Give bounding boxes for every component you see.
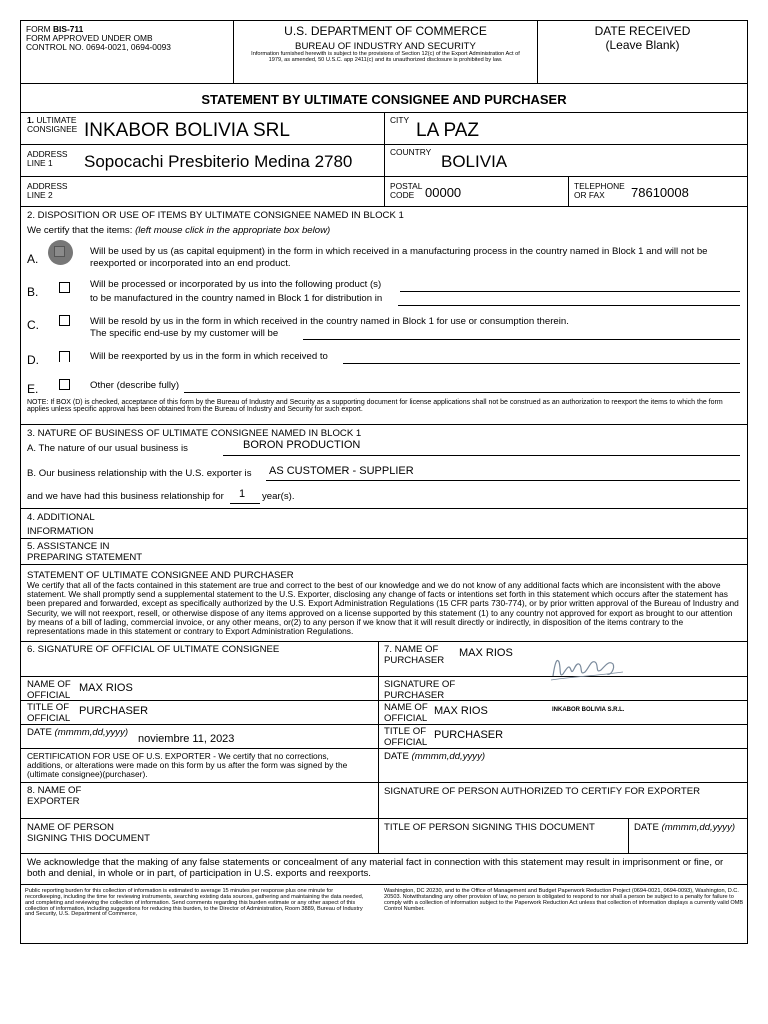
exporter-signature-label: SIGNATURE OF PERSON AUTHORIZED TO CERTIFY FOR EXPORTER	[384, 786, 701, 797]
consignee-value[interactable]: INKABOR BOLIVIA SRL	[84, 120, 290, 141]
city-value[interactable]: LA PAZ	[416, 120, 480, 141]
option-d-destination-line[interactable]	[343, 363, 740, 364]
option-b-text-1: Will be processed or incorporated by us into the following product (s)	[90, 279, 382, 290]
option-e-describe-line[interactable]	[184, 392, 740, 393]
usual-business-line	[223, 455, 740, 456]
certify-line: We certify that the items: (left mouse click in the appropriate box below)	[27, 225, 331, 236]
consignee-label: 1. ULTIMATE CONSIGNEE	[27, 115, 78, 135]
signer-title-cell	[378, 819, 628, 853]
burden-text-right: Washington, DC 20230, and to the Office of Management and Budget Paperwork Reduction Project (0694-0021, 0694-0093), Washington, D.C. 20503. Notwithstanding any other provision of law, no person is obligated to respond to nor shall a person be subject to a penalty for failure to comply with a collection of information subject to the Paperwork Reduction Act unless that collection of information displays a currently valid OMB Control Number.	[384, 888, 744, 912]
bureau-name: BUREAU OF INDUSTRY AND SECURITY	[295, 41, 476, 52]
signer-date-label: DATE (mmmm,dd,yyyy)	[634, 822, 736, 833]
signer-title-label: TITLE OF PERSON SIGNING THIS DOCUMENT	[384, 822, 595, 833]
exporter-signature-cell	[378, 783, 747, 818]
postal-value[interactable]: 00000	[425, 185, 462, 200]
address1-label: ADDRESS LINE 1	[27, 149, 68, 169]
certification-row	[21, 749, 747, 783]
purchaser-date-label: DATE (mmmm,dd,yyyy)	[384, 751, 486, 762]
page-title: STATEMENT BY ULTIMATE CONSIGNEE AND PURCHASER	[201, 92, 567, 107]
option-d-checkbox[interactable]	[59, 351, 70, 362]
purchaser-title-label: TITLE OF OFFICIAL	[384, 726, 428, 749]
option-b-letter: B.	[27, 285, 39, 299]
date-received-block	[537, 21, 747, 83]
exporter-label: 8. NAME OF EXPORTER	[27, 785, 82, 808]
signer-name-label: NAME OF PERSON SIGNING THIS DOCUMENT	[27, 822, 150, 845]
purchaser-date-cell	[378, 749, 747, 782]
country-value[interactable]: BOLIVIA	[441, 152, 508, 171]
exporter-row	[21, 783, 747, 819]
option-e-checkbox[interactable]	[59, 379, 70, 390]
form-approved-line: FORM APPROVED UNDER OMB	[26, 33, 153, 44]
date-label: DATE (mmmm,dd,yyyy)	[27, 727, 129, 738]
additional-info-row	[21, 509, 747, 539]
company-stamp: INKABOR BOLIVIA S.R.L.	[552, 707, 625, 713]
statement-heading: STATEMENT OF ULTIMATE CONSIGNEE AND PURCHASER	[27, 570, 294, 581]
purchaser-name-cell	[378, 642, 747, 676]
address1-value[interactable]: Sopocachi Presbiterio Medina 2780	[84, 152, 353, 171]
bis-711-form	[20, 20, 748, 944]
option-e-letter: E.	[27, 382, 39, 396]
statement-block	[21, 565, 747, 642]
signer-row	[21, 819, 747, 854]
official-title-label: TITLE OF OFFICIAL	[27, 702, 71, 725]
signature-row	[21, 642, 747, 677]
official-name-row	[21, 677, 747, 701]
postal-cell	[384, 177, 568, 206]
form-number: BIS-711	[52, 24, 84, 34]
purchaser-official-value[interactable]: MAX RIOS	[434, 705, 488, 717]
purchaser-title-value[interactable]: PURCHASER	[434, 729, 504, 741]
purchaser-official-label: NAME OF OFFICIAL	[384, 702, 428, 725]
assistance-label: 5. ASSISTANCE IN PREPARING STATEMENT	[27, 541, 143, 564]
relationship-value[interactable]: AS CUSTOMER - SUPPLIER	[269, 465, 414, 477]
option-b-checkbox[interactable]	[59, 282, 70, 293]
option-d-letter: D.	[27, 353, 39, 367]
option-d-text: Will be reexported by us in the form in which received to	[90, 351, 328, 362]
official-name-value[interactable]: MAX RIOS	[79, 682, 133, 694]
option-a-text-2: reexported or incorporated into an end product.	[90, 258, 291, 269]
option-c-text-1: Will be resold by us in the form in which received in the country named in Block 1 for use or consumption therein.	[90, 316, 569, 327]
purchaser-signature-label: SIGNATURE OF PURCHASER	[384, 679, 456, 702]
relationship-line	[266, 480, 740, 481]
form-id-block	[26, 21, 236, 83]
department-name: U.S. DEPARTMENT OF COMMERCE	[284, 24, 487, 38]
city-label: CITY	[390, 115, 410, 125]
option-c-enduse-line[interactable]	[303, 339, 740, 340]
address2-label: ADDRESS LINE 2	[27, 181, 68, 201]
usual-business-value[interactable]: BORON PRODUCTION	[243, 439, 361, 451]
years-suffix: year(s).	[262, 491, 295, 502]
box-d-note: NOTE: If BOX (D) is checked, acceptance of this form by the Bureau of Industry and Security as a supporting document for license applications shall not be construed as an authorization to reexport the items to which the form applies unless specific approval has been obtained from the Bureau of Industry and Security for such export.	[27, 399, 723, 414]
address1-row	[21, 145, 747, 177]
official-title-row	[21, 701, 747, 725]
nature-of-business-block	[21, 425, 747, 509]
title-row	[21, 84, 747, 113]
purchaser-official-cell	[378, 701, 747, 724]
date-row	[21, 725, 747, 749]
disposition-heading: 2. DISPOSITION OR USE OF ITEMS BY ULTIMATE CONSIGNEE NAMED IN BLOCK 1	[27, 210, 404, 221]
years-prefix: and we have had this business relationship for	[27, 491, 224, 502]
block6-label: 6. SIGNATURE OF OFFICIAL OF ULTIMATE CONSIGNEE	[27, 644, 280, 655]
consignee-row	[21, 113, 747, 145]
option-c-checkbox[interactable]	[59, 315, 70, 326]
control-number: CONTROL NO. 0694-0021, 0694-0093	[26, 42, 171, 53]
option-c-text-2: The specific end-use by my customer will be	[90, 328, 279, 339]
additional-info-label: 4. ADDITIONAL INFORMATION	[27, 512, 95, 538]
form-number-prefix: FORM	[26, 24, 53, 34]
address2-row	[21, 177, 747, 207]
official-title-value[interactable]: PURCHASER	[79, 705, 149, 717]
usual-business-label: A. The nature of our usual business is	[27, 443, 188, 454]
option-a-checkbox[interactable]	[54, 246, 65, 257]
phone-cell	[568, 177, 747, 206]
signer-date-cell	[628, 819, 747, 853]
phone-value[interactable]: 78610008	[631, 185, 689, 200]
city-cell	[384, 113, 747, 144]
burden-row	[21, 885, 747, 943]
assistance-row	[21, 539, 747, 565]
option-c-letter: C.	[27, 318, 39, 332]
acknowledge-text: We acknowledge that the making of any false statements or concealment of any material fact in connection with this statement may result in imprisonment or fine, or both and denial, in whole or in part, of participation in U.S. exports and reexports.	[27, 857, 724, 880]
date-received-label: DATE RECEIVED	[594, 24, 691, 38]
date-value[interactable]: noviembre 11, 2023	[138, 733, 235, 745]
option-e-text: Other (describe fully)	[90, 380, 180, 391]
relationship-label: B. Our business relationship with the U.S. exporter is	[27, 468, 252, 479]
phone-label: TELEPHONE OR FAX	[574, 181, 625, 201]
burden-text-left: Public reporting burden for this collection of information is estimated to average 15 minutes per response plus one minute for recordkeeping, including the time for reviewing instruments, searching existing data sources, gathering and maintaining the data needed, and completing and reviewing the collection of information. Send comments regarding this burden estimate or any other aspect of this collection of information, including suggestions for reducing this burden, to the Director of Administration, Room 3889, Bureau of Industry and Security, U.S. Department of Commerce,	[25, 888, 364, 918]
years-line	[230, 503, 260, 504]
form-header	[21, 21, 747, 84]
purchaser-name-value[interactable]: MAX RIOS	[459, 647, 513, 659]
option-b-text-2: to be manufactured in the country named in Block 1 for distribution in	[90, 293, 383, 304]
official-name-label: NAME OF OFFICIAL	[27, 679, 71, 702]
disposition-block	[21, 207, 747, 425]
purchaser-title-cell	[378, 725, 747, 748]
acknowledge-row	[21, 854, 747, 885]
option-a-letter: A.	[27, 252, 39, 266]
postal-label: POSTAL CODE	[390, 181, 423, 201]
nature-heading: 3. NATURE OF BUSINESS OF ULTIMATE CONSIGNEE NAMED IN BLOCK 1	[27, 428, 362, 439]
agency-block	[233, 21, 537, 83]
option-a-text-1: Will be used by us (as capital equipment) in the form in which received in a manufacturing process in the country named in Block 1 and will not be	[90, 246, 708, 257]
purchaser-name-label: 7. NAME OF PURCHASER	[384, 644, 445, 667]
option-b-distribution-line[interactable]	[398, 305, 740, 306]
option-b-product-line[interactable]	[400, 291, 740, 292]
disclosure-note: Information furnished herewith is subject to the provisions of Section 12(c) of the Export Administration Act of 1979, as amended, 50 U.S.C. app 2411(c) and its unauthorized disclosure is prohibited by law.	[251, 51, 520, 63]
country-label: COUNTRY	[390, 147, 432, 157]
years-value[interactable]: 1	[239, 488, 246, 500]
purchaser-signature-cell	[378, 677, 747, 700]
statement-body: We certify that all of the facts contained in this statement are true and correct to the best of our knowledge and we do not know of any additional facts which are inconsistent with the above statement. We shall promptly send a supplemental statement to the U.S. Exporter, disclosing any change of facts or intentions set forth in this statement which occurs after the statement has been prepared and forwarded, except as specifically authorized by the U.S. Export Administration Regulations (15 CFR parts 730-774), or by prior written approval of the Bureau of Industry and Security, we will not reexport, resell, or otherwise dispose of any items approved on a license supported by this statement (1) to any country not approved for export as brought to our attention by means of a bill of lading, commercial invoice, or any other means, or(2) to any person if we know that it will result directly or indirectly, in disposition of the items contrary to the representations made in this statement or contrary to Export Administration Regulations.	[27, 580, 739, 637]
certification-text: CERTIFICATION FOR USE OF U.S. EXPORTER - We certify that no corrections, additions, or alterations were made on this form by us after the form was signed by the (ultimate consignee)(purchaser).	[27, 751, 348, 780]
country-cell	[384, 145, 747, 176]
leave-blank-label: (Leave Blank)	[605, 38, 680, 52]
